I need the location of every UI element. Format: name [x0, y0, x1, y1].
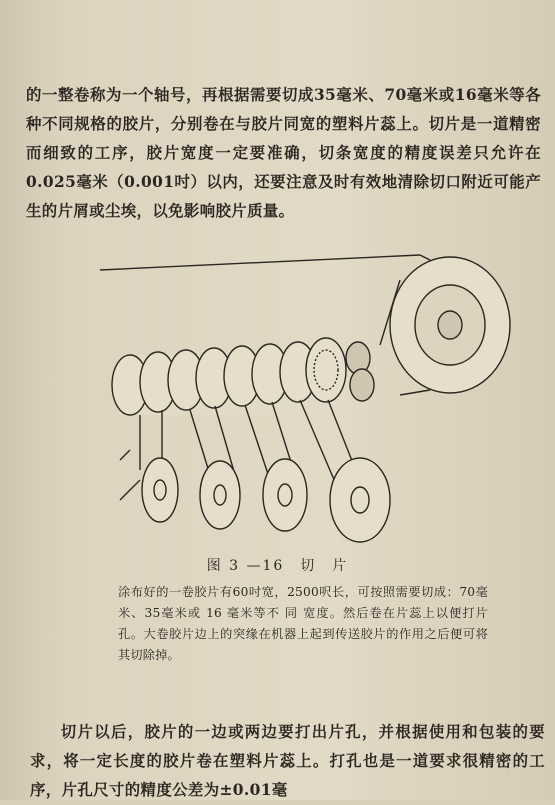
body-paragraph-top: 的一整卷称为一个轴号，再根据需要切成35毫米、70毫米或16毫米等各种不同规格的胶片，分别卷在与胶片同宽的塑料片蕊上。切片是一道精密而细致的工序，胶片宽度一定要准确，切条宽度的精度误差只允许在0.025毫米（0.001吋）以内，还要注意及时有效地清除切口附近可能产生的片屑或尘埃，以免影响胶片质量。 — [26, 86, 541, 221]
supply-roll — [390, 255, 510, 395]
body-paragraph-bottom: 切片以后，胶片的一边或两边要打出片孔，并根据使用和包装的要求，将一定长度的胶片卷在塑料片蕊上。打孔也是一道要求很精密的工序，片孔尺寸的精度公差为±0.01毫 — [30, 723, 545, 800]
figure-caption-title: 图 3 —16 切 片 — [206, 558, 349, 574]
film-web-top-edge — [100, 255, 420, 270]
slitter-cutters — [112, 338, 374, 415]
take-up-rolls — [142, 458, 390, 542]
figure-caption-note: 涂布好的一卷胶片有60吋宽，2500呎长，可按照需要切成：70毫米、35毫米或 16 毫米等不 同 宽度。然后卷在片蕊上以便打片孔。大卷胶片边上的突缘在机器上起到传送胶片的作用之后便可将其切除掉。 — [118, 585, 488, 662]
film-slitting-illustration — [100, 250, 520, 550]
